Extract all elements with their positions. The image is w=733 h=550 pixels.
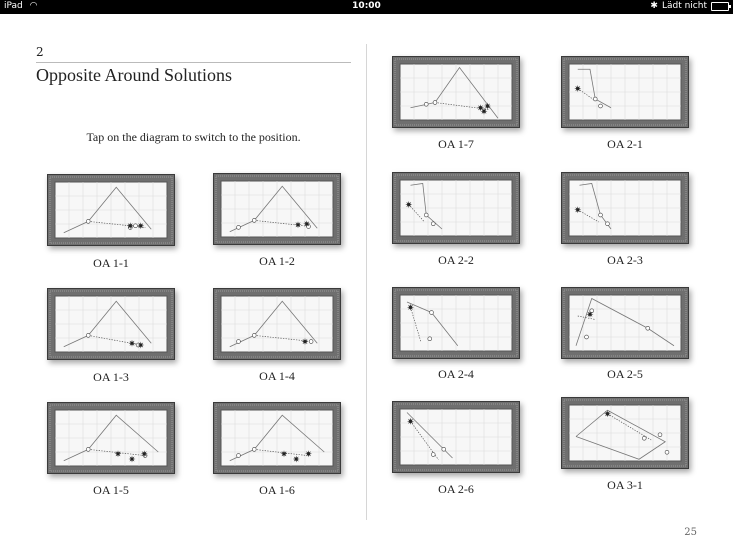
clock: 10:00 xyxy=(352,1,381,11)
diagram-oa-1-2[interactable] xyxy=(213,173,341,245)
diagram-oa-1-6[interactable] xyxy=(213,402,341,474)
diagram-oa-2-6[interactable] xyxy=(392,401,520,473)
diagram-oa-1-3[interactable] xyxy=(47,288,175,360)
diagram-caption: OA 2-5 xyxy=(607,367,643,381)
diagram-oa-2-5[interactable] xyxy=(561,287,689,359)
status-right xyxy=(650,1,729,11)
diagram-caption: OA 1-2 xyxy=(259,254,295,268)
diagram-caption: OA 1-7 xyxy=(438,137,474,151)
diagram-oa-2-2[interactable] xyxy=(392,172,520,244)
bluetooth-icon: ✱ xyxy=(650,1,658,11)
diagram-oa-2-1[interactable] xyxy=(561,56,689,128)
diagram-caption: OA 2-4 xyxy=(438,367,474,381)
diagram-caption: OA 1-3 xyxy=(93,370,129,384)
device-name: iPad xyxy=(4,1,23,11)
diagram-oa-1-5[interactable] xyxy=(47,402,175,474)
diagram-caption: OA 2-1 xyxy=(607,137,643,151)
diagram-caption: OA 1-1 xyxy=(93,256,129,270)
diagram-caption: OA 2-3 xyxy=(607,253,643,267)
diagram-oa-1-1[interactable] xyxy=(47,174,175,246)
diagram-oa-1-7[interactable] xyxy=(392,56,520,128)
diagram-oa-1-4[interactable] xyxy=(213,288,341,360)
page-divider xyxy=(366,44,367,520)
diagram-oa-2-3[interactable] xyxy=(561,172,689,244)
chapter-number: 2 xyxy=(36,45,44,59)
diagram-caption: OA 1-4 xyxy=(259,369,295,383)
title-rule xyxy=(36,62,351,63)
battery-status-text: Lädt nicht xyxy=(661,1,707,11)
diagram-oa-3-1[interactable] xyxy=(561,397,689,469)
status-bar xyxy=(0,0,733,14)
page-number: 25 xyxy=(684,527,697,538)
diagram-oa-2-4[interactable] xyxy=(392,287,520,359)
diagram-caption: OA 2-6 xyxy=(438,482,474,496)
diagram-caption: OA 3-1 xyxy=(607,478,643,492)
diagram-caption: OA 1-5 xyxy=(93,483,129,497)
diagram-caption: OA 2-2 xyxy=(438,253,474,267)
instruction-text: Tap on the diagram to switch to the position. xyxy=(86,130,301,144)
battery-icon xyxy=(711,2,729,11)
wifi-icon: ◠ xyxy=(29,1,38,11)
diagram-caption: OA 1-6 xyxy=(259,483,295,497)
page-title: Opposite Around Solutions xyxy=(36,65,233,85)
